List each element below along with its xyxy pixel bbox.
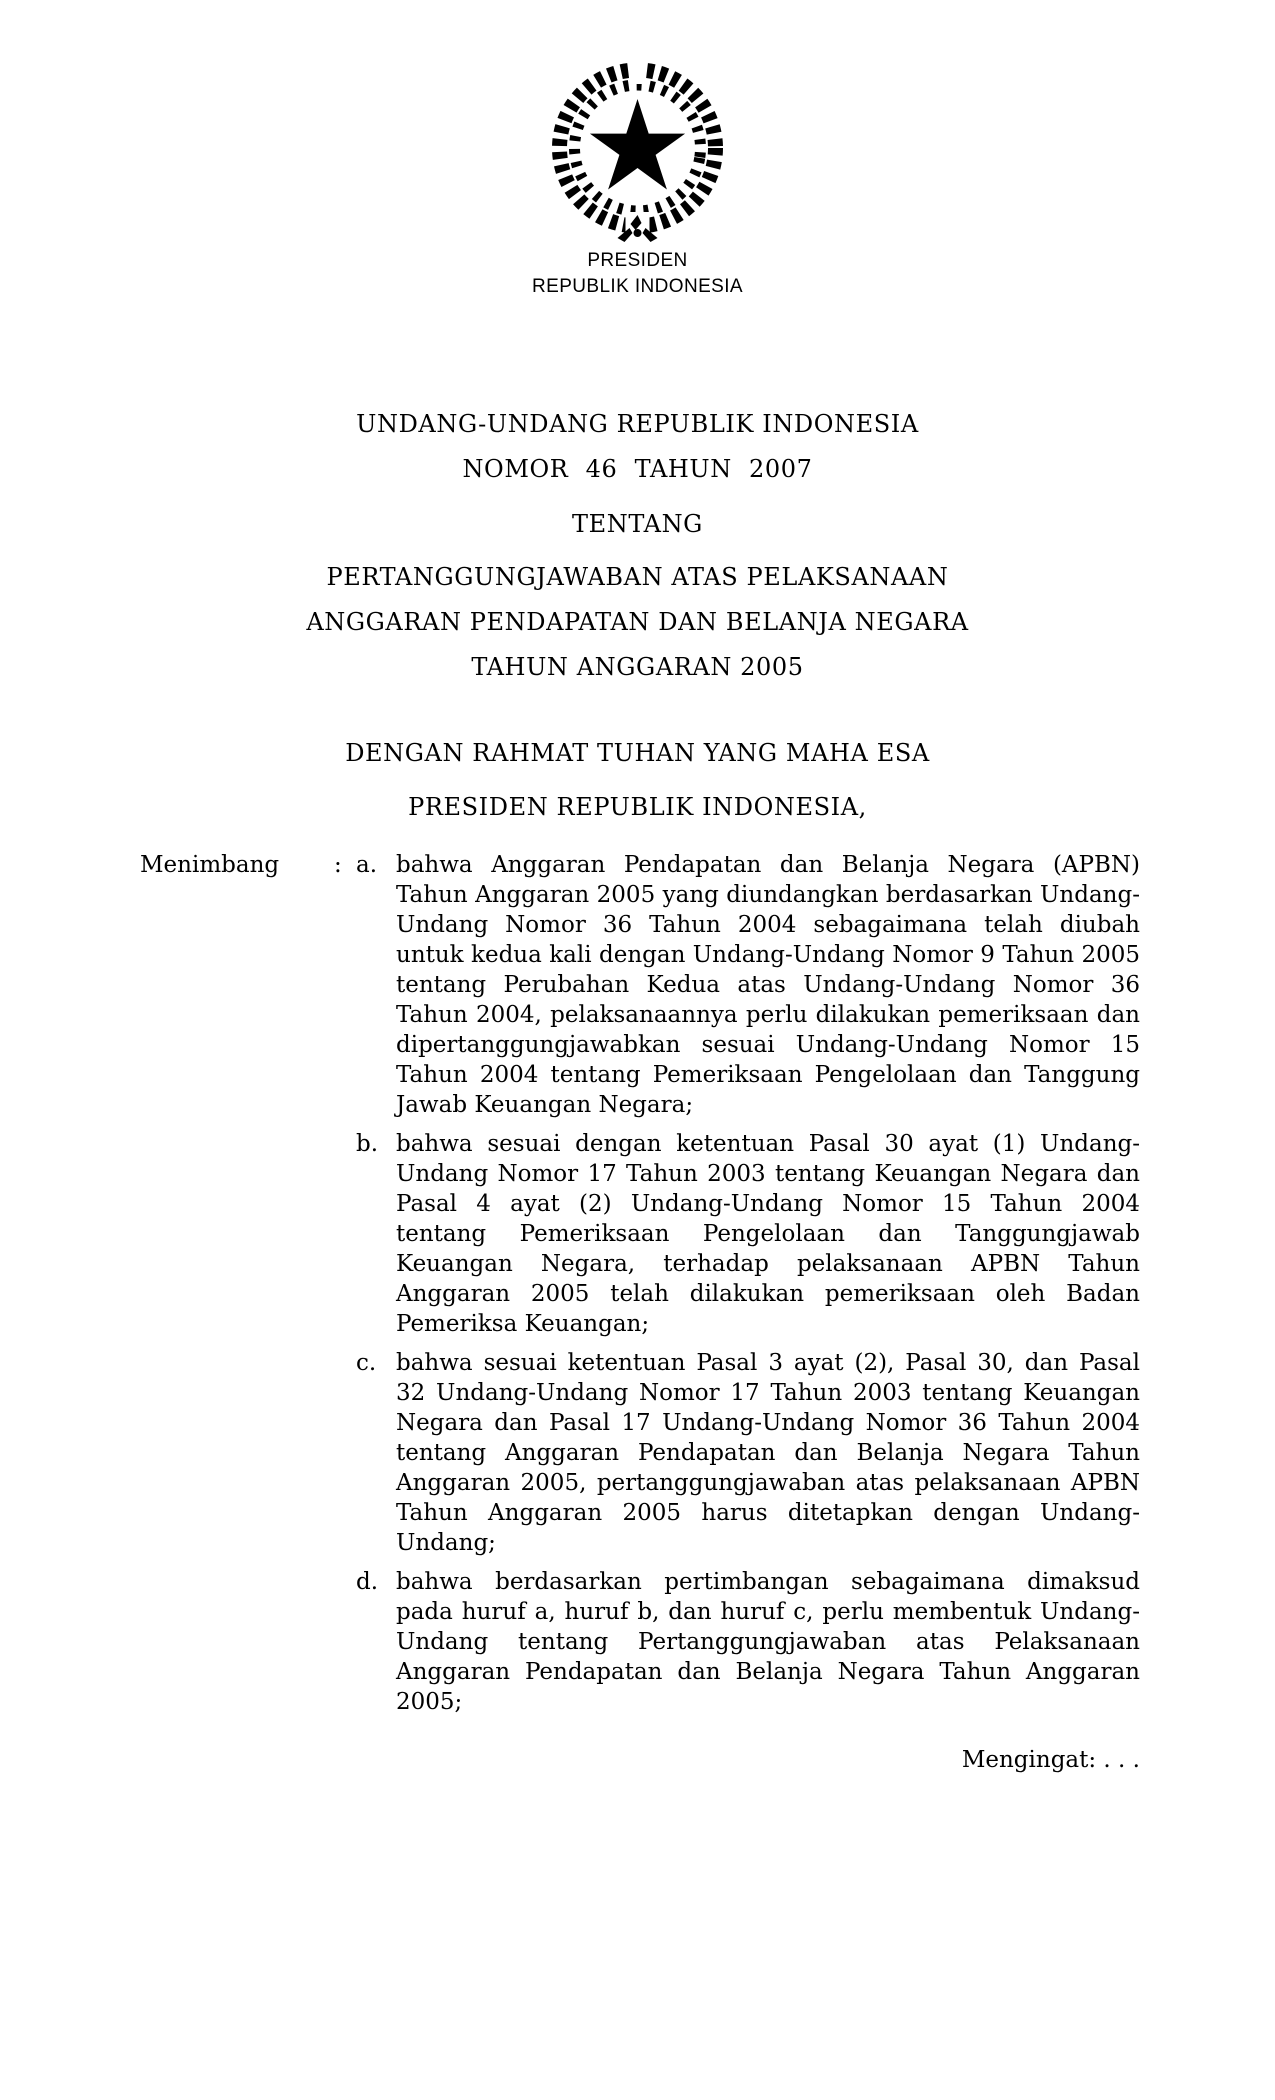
considering-label: Menimbang: [140, 852, 280, 878]
item-text: bahwa sesuai ketentuan Pasal 3 ayat (2), Pasal 30, dan Pasal 32 Undang-Undang Nomor 17 Tahun 2003 tentang Keuangan Negara dan Pasal 17 Undang-Undang Nomor 36 Tahun 2004 tentang Anggaran Pendapatan dan Belanja Negara Tahun Anggaran 2005, pertanggungjawaban atas pelaksanaan APBN Tahun Anggaran 2005 harus ditetapkan dengan Undang-Undang;: [396, 1350, 1140, 1556]
considering-item-a: [356, 850, 1140, 1120]
item-text: bahwa sesuai dengan ketentuan Pasal 30 ayat (1) Undang-Undang Nomor 17 Tahun 2003 tentang Keuangan Negara dan Pasal 4 ayat (2) Undang-Undang Nomor 15 Tahun 2004 tentang Pemeriksaan Pengelolaan dan Tanggungjawab Keuangan Negara, terhadap pelaksanaan APBN Tahun Anggaran 2005 telah dilakukan pemeriksaan oleh Badan Pemeriksa Keuangan;: [396, 1131, 1140, 1337]
law-title-line1: UNDANG-UNDANG REPUBLIK INDONESIA: [356, 410, 919, 438]
considering-colon: :: [334, 852, 342, 878]
letterhead-presiden: PRESIDEN: [587, 250, 688, 271]
item-letter: b.: [356, 1131, 379, 1157]
considering-items: [356, 850, 1140, 1717]
authority-line: PRESIDEN REPUBLIK INDONESIA,: [408, 793, 867, 821]
considering-block: [0, 850, 1275, 1717]
tentang-line: TENTANG: [572, 510, 703, 538]
item-text: bahwa berdasarkan pertimbangan sebagaimana dimaksud pada huruf a, huruf b, dan huruf c, perlu membentuk Undang-Undang tentang Pertanggungjawaban atas Pelaksanaan Anggaran Pendapatan dan Belanja Negara Tahun Anggaran 2005;: [396, 1569, 1140, 1715]
page-catchword-mengingat: Mengingat: . . .: [961, 1747, 1140, 1773]
item-letter: a.: [356, 852, 378, 878]
presidential-seal-emblem: [535, 52, 740, 248]
subject-line1: PERTANGGUNGJAWABAN ATAS PELAKSANAAN: [326, 563, 949, 591]
letterhead-republik-indonesia: REPUBLIK INDONESIA: [532, 276, 743, 297]
item-letter: d.: [356, 1569, 379, 1595]
considering-item-d: [356, 1567, 1140, 1717]
item-text: bahwa Anggaran Pendapatan dan Belanja Negara (APBN) Tahun Anggaran 2005 yang diundangkan berdasarkan Undang-Undang Nomor 36 Tahun 2004 sebagaimana telah diubah untuk kedua kali dengan Undang-Undang Nomor 9 Tahun 2005 tentang Perubahan Kedua atas Undang-Undang Nomor 36 Tahun 2004, pelaksanaannya perlu dilakukan pemeriksaan dan dipertanggungjawabkan sesuai Undang-Undang Nomor 15 Tahun 2004 tentang Pemeriksaan Pengelolaan dan Tanggung Jawab Keuangan Negara;: [396, 852, 1140, 1118]
letterhead: [0, 0, 1275, 300]
considering-item-b: [356, 1129, 1140, 1339]
law-number-line: NOMOR 46 TAHUN 2007: [462, 455, 813, 483]
considering-item-c: [356, 1348, 1140, 1558]
subject-line3: TAHUN ANGGARAN 2005: [471, 653, 804, 681]
item-letter: c.: [356, 1350, 377, 1376]
law-title-block: [0, 410, 1275, 821]
invocation-line: DENGAN RAHMAT TUHAN YANG MAHA ESA: [345, 739, 930, 767]
subject-line2: ANGGARAN PENDAPATAN DAN BELANJA NEGARA: [306, 608, 969, 636]
star-icon: [590, 99, 685, 190]
